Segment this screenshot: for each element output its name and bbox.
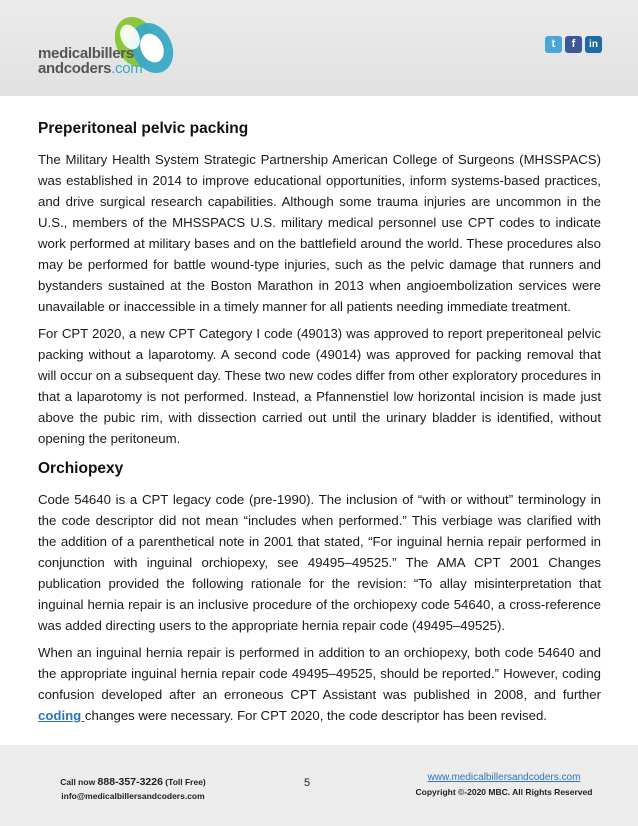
- company-logo[interactable]: [38, 12, 188, 84]
- paragraph: [38, 642, 601, 726]
- facebook-icon[interactable]: f: [565, 36, 582, 53]
- logo-line-2: andcoders: [38, 60, 112, 77]
- article-body: [38, 112, 601, 732]
- footer-right: [404, 771, 604, 799]
- logo-line-1: medicalbillers: [38, 45, 134, 62]
- social-links: [545, 36, 602, 53]
- coding-link[interactable]: coding: [38, 708, 85, 723]
- page-number: 5: [304, 777, 311, 789]
- twitter-icon[interactable]: t: [545, 36, 562, 53]
- section-heading-pelvic-packing: Preperitoneal pelvic packing: [38, 120, 249, 137]
- page-header: [0, 0, 638, 96]
- logo-text: [38, 46, 142, 76]
- page-footer: [0, 745, 638, 826]
- paragraph: Code 54640 is a CPT legacy code (pre-1990). The inclusion of “with or without” terminology in the code descriptor did not mean “includes when performed.” This verbiage was clarified with the addition of a parenthetical note in 2001 that stated, “For inguinal hernia repair performed in conjunction with inguinal orchiopexy, see 49495–49525.” The AMA CPT 2001 Changes publication provided the following rationale for the revision: “To allay misinterpretation that inguinal hernia repair is an inclusive procedure of the orchiopexy code 54640, a cross-reference was added directing users to the appropriate hernia repair code (49495–49525).: [38, 492, 601, 633]
- footer-contact: [48, 775, 218, 803]
- toll-free-label: (Toll Free): [162, 777, 206, 787]
- call-now-label: Call now: [60, 777, 98, 787]
- paragraph-text: changes were necessary. For CPT 2020, the code descriptor has been revised.: [84, 708, 547, 723]
- paragraph: For CPT 2020, a new CPT Category I code (49013) was approved to report preperitoneal pelvic packing without a laparotomy. A second code (49014) was approved for packing removal that will occur on a subsequent day. These two new codes differ from other exploratory procedures in that a laparotomy is not performed. Instead, a Pfannenstiel low horizontal incision is made just above the pubic rim, with dissection carried out until the urinary bladder is identified, without opening the peritoneum.: [38, 326, 601, 446]
- linkedin-icon[interactable]: in: [585, 36, 602, 53]
- website-link[interactable]: www.medicalbillersandcoders.com: [427, 772, 581, 783]
- copyright-text: Copyright ©-2020 MBC. All Rights Reserved: [415, 787, 593, 797]
- footer-email[interactable]: info@medicalbillersandcoders.com: [61, 791, 205, 801]
- phone-number[interactable]: 888-357-3226: [97, 776, 163, 788]
- paragraph-text: When an inguinal hernia repair is performed in addition to an orchiopexy, both code 54640 and the appropriate inguinal hernia repair code 49495–49525, should be reported.” However, coding confusion developed after an erroneous CPT Assistant was published in 2008, and further: [38, 645, 601, 702]
- paragraph: The Military Health System Strategic Partnership American College of Surgeons (MHSSPACS) was established in 2014 to improve educational opportunities, inform systems-based practices, and drive surgical research capabilities. Although some trauma injuries are uncommon in the U.S., members of the MHSSPACS U.S. military medical personnel use CPT codes to indicate work performed at military bases and on the battlefield around the world. These procedures also may be performed for battle wound-type injuries, such as the pelvic damage that runners and bystanders sustained at the Boston Marathon in 2013 when angioembolization services were unavailable or inaccessible in a timely manner for all patients needing immediate treatment.: [38, 152, 601, 314]
- section-heading-orchiopexy: Orchiopexy: [38, 460, 124, 477]
- logo-suffix: .com: [111, 60, 143, 77]
